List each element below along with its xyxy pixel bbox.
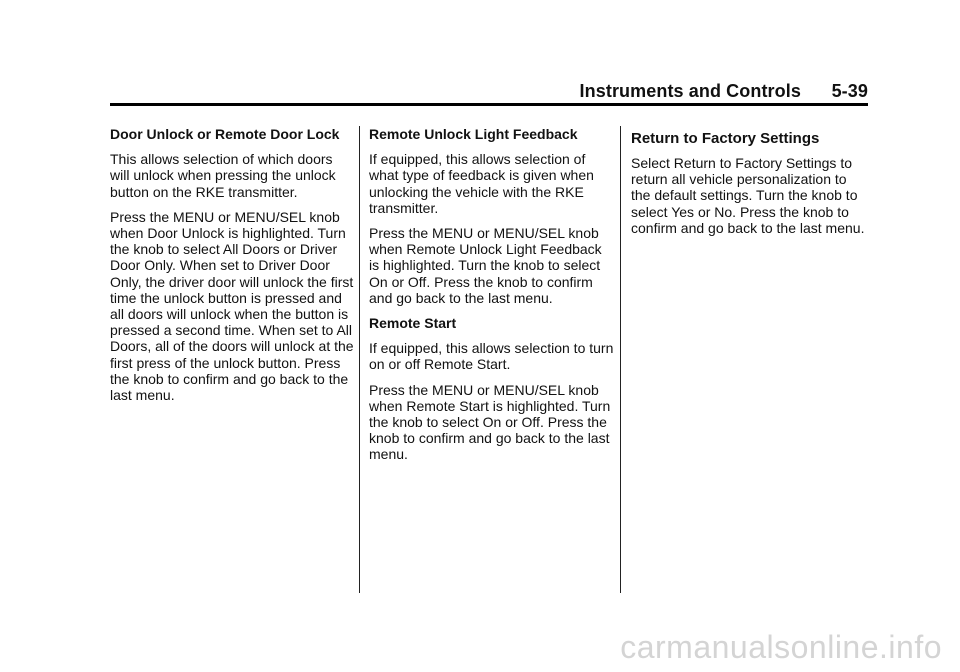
column-3 [631,129,868,245]
page-title: Instruments and Controls 5-39 [579,81,868,101]
page-header [110,80,868,102]
column-1 [110,126,355,412]
column-2 [369,126,614,472]
subheading-door-unlock: Door Unlock or Remote Door Lock [110,126,340,142]
paragraph: If equipped, this allows selection of what type of feedback is given when unlocking the vehicle with the RKE transmitter. [369,151,594,216]
section-heading-factory-settings: Return to Factory Settings [631,130,820,147]
column-divider [359,126,360,593]
subheading-remote-start: Remote Start [369,315,457,332]
paragraph: Press the MENU or MENU/SEL knob when Door Unlock is highlighted. Turn the knob to select All Doors or Driver Door Only. When set to Driver Door Only, the driver door will unlock the first time the unlock button is pressed and all doors will unlock when the button is pressed a second time. When set to All Doors, all of the doors will unlock at the first press of the unlock button. Press the knob to confirm and go back to the last menu. [110,208,354,404]
paragraph: Select Return to Factory Settings to return all vehicle personalization to the default settings. Turn the knob to select Yes or No. Press the knob to confirm and go back to the last menu. [631,155,865,236]
column-divider [620,126,621,593]
subheading-remote-unlock-light-feedback: Remote Unlock Light Feedback [369,126,578,142]
paragraph: Press the MENU or MENU/SEL knob when Remote Unlock Light Feedback is highlighted. Turn the knob to select On or Off. Press the knob to confirm and go back to the last menu. [369,225,602,306]
paragraph: Press the MENU or MENU/SEL knob when Remote Start is highlighted. Turn the knob to select On or Off. Press the knob to confirm and go back to the last menu. [369,381,611,463]
watermark: carmanualsonline.info [620,629,942,665]
paragraph: If equipped, this allows selection to turn on or off Remote Start. [369,340,614,373]
paragraph: This allows selection of which doors will unlock when pressing the unlock button on the RKE transmitter. [110,151,336,200]
header-rule [110,103,868,106]
